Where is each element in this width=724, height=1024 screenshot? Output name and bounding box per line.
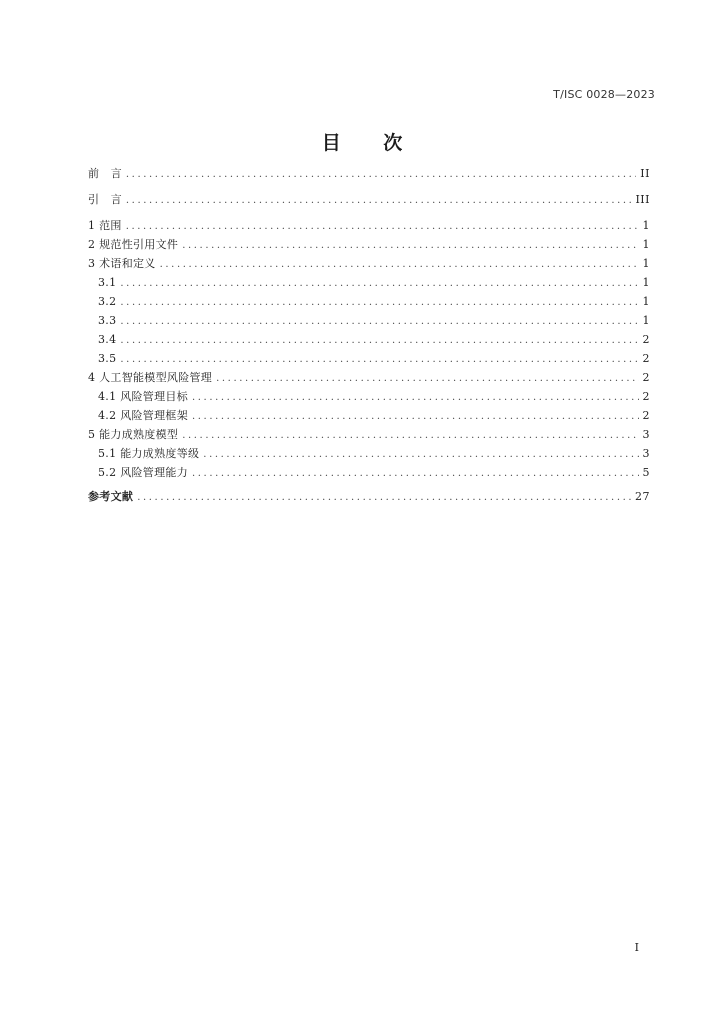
toc-entry-3-4[interactable] [88,330,650,349]
table-of-contents [88,164,650,506]
toc-entry-terms-definitions[interactable] [88,254,650,273]
toc-entry-label: 5.2 风险管理能力 [98,466,188,479]
toc-entry-page: 2 [642,390,650,403]
toc-entry-page: 1 [642,238,650,251]
toc-entry-page: 2 [642,371,650,384]
toc-entry-label: 3.4 [98,333,117,346]
toc-entry-introduction[interactable] [88,190,650,209]
page-number: I [634,941,639,954]
toc-entry-label: 4.2 风险管理框架 [98,409,188,422]
toc-title: 目 次 [321,132,421,154]
toc-entry-3-1[interactable] [88,273,650,292]
dot-leader [126,165,636,184]
toc-entry-label: 1 范围 [88,219,122,232]
toc-entry-page: 1 [642,219,650,232]
dot-leader [216,369,638,388]
toc-entry-page: 1 [642,314,650,327]
dot-leader [192,407,639,426]
document-code: T/ISC 0028—2023 [553,88,655,101]
toc-entry-page: 3 [642,428,650,441]
dot-leader [120,274,638,293]
toc-entry-page: 2 [642,409,650,422]
toc-entry-label: 参考文献 [88,490,134,503]
toc-entry-5-1[interactable] [88,444,650,463]
dot-leader [182,426,638,445]
dot-leader [192,464,639,483]
toc-entry-3-3[interactable] [88,311,650,330]
toc-entry-capability-maturity-model[interactable] [88,425,650,444]
dot-leader [203,445,638,464]
toc-entry-label: 3.3 [98,314,117,327]
toc-entry-5-2[interactable] [88,463,650,482]
toc-entry-3-5[interactable] [88,349,650,368]
toc-entry-page: 3 [642,447,650,460]
toc-entry-4-1[interactable] [88,387,650,406]
toc-entry-page: 2 [642,352,650,365]
dot-leader [182,236,638,255]
toc-entry-page: II [640,167,650,180]
toc-entry-label: 前 言 [88,167,122,180]
toc-entry-label: 3.5 [98,352,117,365]
toc-entry-normative-references[interactable] [88,235,650,254]
dot-leader [120,293,638,312]
dot-leader [160,255,639,274]
dot-leader [120,350,638,369]
toc-entry-3-2[interactable] [88,292,650,311]
toc-entry-label: 3 术语和定义 [88,257,156,270]
toc-entry-bibliography[interactable] [88,487,650,506]
toc-entry-label: 5 能力成熟度模型 [88,428,179,441]
toc-entry-page: 1 [642,257,650,270]
toc-entry-label: 5.1 能力成熟度等级 [98,447,200,460]
dot-leader [192,388,639,407]
toc-entry-page: 1 [642,295,650,308]
toc-entry-page: 5 [642,466,650,479]
dot-leader [120,312,638,331]
dot-leader [126,191,632,210]
toc-entry-label: 3.1 [98,276,117,289]
toc-entry-page: 2 [642,333,650,346]
toc-entry-label: 3.2 [98,295,117,308]
toc-entry-page: 1 [642,276,650,289]
dot-leader [137,488,631,507]
toc-entry-foreword[interactable] [88,164,650,183]
toc-entry-4-2[interactable] [88,406,650,425]
toc-entry-label: 引 言 [88,193,122,206]
toc-entry-page: III [635,193,650,206]
toc-entry-label: 4 人工智能模型风险管理 [88,371,213,384]
dot-leader [120,331,638,350]
toc-entry-ai-model-risk-management[interactable] [88,368,650,387]
toc-entry-label: 2 规范性引用文件 [88,238,179,251]
toc-entry-label: 4.1 风险管理目标 [98,390,188,403]
dot-leader [126,217,639,236]
toc-entry-page: 27 [635,490,650,503]
toc-entry-scope[interactable] [88,216,650,235]
